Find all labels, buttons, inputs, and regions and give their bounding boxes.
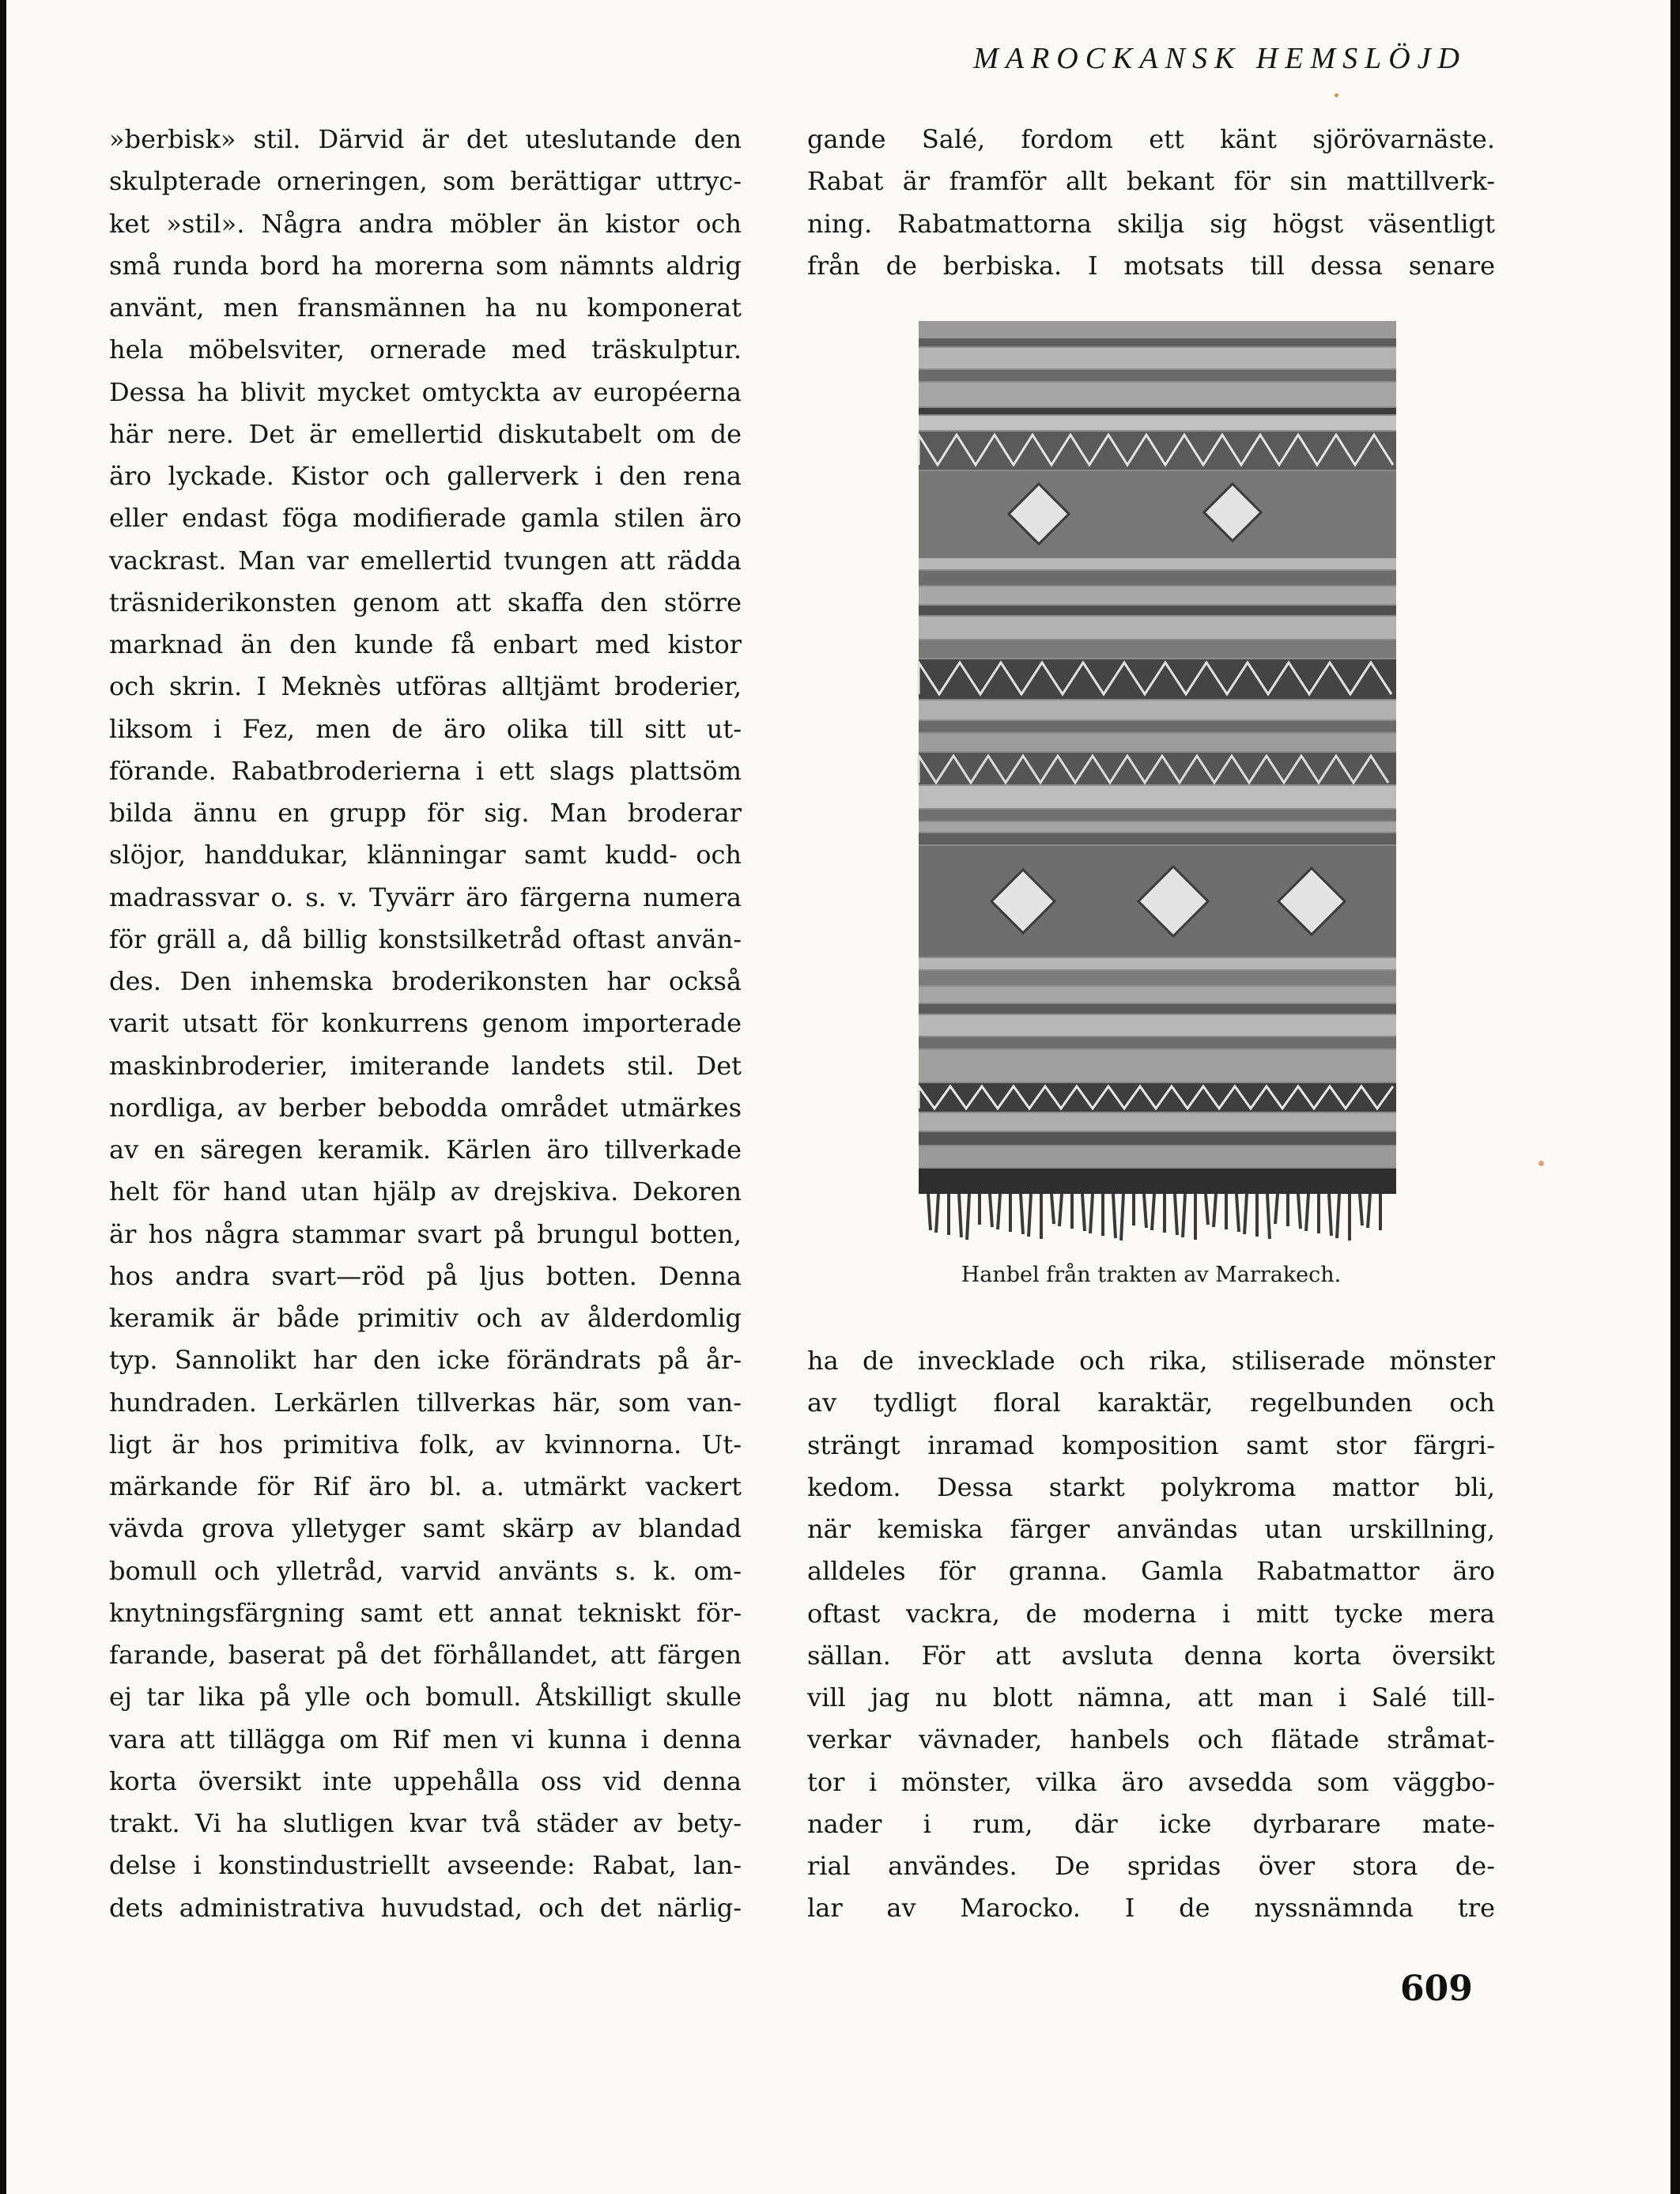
text-line: maskinbroderier, imiterande landets stil. Det — [109, 1050, 742, 1081]
rug-fringe — [1183, 1194, 1185, 1237]
rug-stripe — [919, 1050, 1396, 1082]
text-line: här nere. Det är emellertid diskutabelt om de — [109, 418, 742, 449]
text-line: tor i mönster, vilka äro avsedda som väggbo- — [807, 1766, 1495, 1797]
rug-fringe — [1152, 1194, 1154, 1230]
text-line: sällan. För att avsluta denna korta översikt — [807, 1640, 1495, 1671]
rug-fringe — [959, 1194, 961, 1237]
text-line: när kemiska färger användas utan urskillning, — [807, 1514, 1495, 1544]
paper-speck — [1538, 1161, 1544, 1166]
text-line: Rabat är framför allt bekant för sin mattillverk- — [807, 166, 1495, 197]
rug-stripe — [919, 958, 1396, 969]
rug-stripe — [919, 721, 1396, 732]
rug-stripe — [919, 587, 1396, 604]
text-line: hela möbelsviter, ornerade med träskulptur. — [109, 334, 742, 365]
rug-fringe — [1214, 1194, 1216, 1227]
text-line: och skrin. I Meknès utföras alltjämt broderier, — [109, 671, 742, 702]
text-line: ha de invecklade och rika, stiliserade mönster — [807, 1346, 1495, 1376]
text-line: nordliga, av berber bebodda området utmärkes — [109, 1092, 742, 1123]
text-line: från de berbiska. I motsats till dessa senare — [807, 250, 1495, 281]
text-line: varit utsatt för konkurrens genom importerade — [109, 1008, 742, 1039]
text-line: kedom. Dessa starkt polykroma mattor bli, — [807, 1471, 1495, 1502]
book-page — [6, 0, 1671, 2194]
text-line: verkar vävnader, hanbels och flätade stråmat- — [807, 1724, 1495, 1755]
text-line: strängt inramad komposition samt stor färgri- — [807, 1429, 1495, 1460]
text-line: des. Den inhemska broderikonsten har också — [109, 966, 742, 996]
rug-stripe — [919, 348, 1396, 368]
rug-stripe — [919, 1004, 1396, 1014]
text-line: Dessa ha blivit mycket omtyckta av européerna — [109, 376, 742, 407]
rug-fringe — [936, 1194, 938, 1233]
rug-fringe — [1051, 1194, 1054, 1224]
rug-fringe — [1113, 1194, 1116, 1238]
rug-stripe — [919, 370, 1396, 381]
text-line: små runda bord ha morerna som nämnts aldrig — [109, 250, 742, 281]
page-number: 609 — [1400, 1969, 1473, 2009]
rug-stripe — [919, 408, 1396, 414]
text-line: skulpterade orneringen, som berättigar uttryc- — [109, 166, 742, 197]
text-line: korta översikt inte uppehålla oss vid denna — [109, 1765, 742, 1796]
rug-stripe — [919, 321, 1396, 338]
rug-stripe — [919, 1113, 1396, 1131]
text-line: av en säregen keramik. Kärlen äro tillverkade — [109, 1135, 742, 1165]
rug-stripe — [919, 640, 1396, 658]
rug-stripe — [919, 786, 1396, 808]
rug-stripe — [919, 987, 1396, 1003]
rug-fringe — [1175, 1194, 1177, 1235]
rug-stripe — [919, 558, 1396, 569]
rug-fringe — [1029, 1194, 1031, 1237]
right-text-column-top — [807, 119, 1495, 287]
text-line: trakt. Vi ha slutligen kvar två städer av bety- — [109, 1808, 742, 1838]
rug-stripe — [919, 822, 1396, 832]
rug-illustration — [912, 316, 1403, 1241]
text-line: typ. Sannolikt har den icke förändrats på år- — [109, 1345, 742, 1376]
text-line: nader i rum, där icke dyrbarare mate- — [807, 1808, 1495, 1839]
text-line: liksom i Fez, men de äro olika till sitt ut- — [109, 713, 742, 744]
rug-stripe — [919, 1146, 1396, 1167]
text-line: farande, baserat på det förhållandet, att färgen — [109, 1640, 742, 1670]
rug-fringe — [928, 1194, 931, 1230]
text-line: hundraden. Lerkärlen tillverkas här, som van- — [109, 1387, 742, 1418]
text-line: helt för hand utan hjälp av drejskiva. Dekoren — [109, 1176, 742, 1207]
rug-fringe — [1298, 1194, 1301, 1229]
rug-stripe — [919, 971, 1396, 985]
text-line: delse i konstindustriellt avseende: Rabat, lan- — [109, 1850, 742, 1881]
rug-stripe — [919, 383, 1396, 406]
text-line: madrassvar o. s. v. Tyvärr äro färgerna numera — [109, 882, 742, 912]
text-line: knytningsfärgning samt ett annat tekniskt för- — [109, 1597, 742, 1628]
figure-caption: Hanbel från trakten av Marrakech. — [961, 1263, 1342, 1287]
text-line: ket »stil». Några andra möbler än kistor och — [109, 208, 742, 239]
rug-fringe — [1121, 1194, 1123, 1240]
rug-fringe — [1267, 1194, 1270, 1239]
text-line: alldeles för granna. Gamla Rabatmattor äro — [807, 1556, 1495, 1587]
text-line: dets administrativa huvudstad, och det närlig- — [109, 1892, 742, 1923]
text-line: använt, men fransmännen ha nu komponerat — [109, 293, 742, 323]
rug-stripe — [919, 734, 1396, 751]
rug-fringe — [1337, 1194, 1339, 1238]
text-line: oftast vackra, de moderna i mitt tycke mera — [807, 1598, 1495, 1629]
rug-fringe — [1082, 1194, 1085, 1231]
text-line: är hos några stammar svart på brungul botten, — [109, 1218, 742, 1249]
text-line: hos andra svart—röd på ljus botten. Denna — [109, 1260, 742, 1291]
rug-stripe — [919, 606, 1396, 615]
rug-fringe — [1368, 1194, 1370, 1228]
rug-fringe — [1244, 1194, 1247, 1234]
rug-fringe — [1236, 1194, 1239, 1232]
rug-stripe — [919, 700, 1396, 719]
right-text-column-bottom — [807, 1340, 1495, 1930]
text-line: lar av Marocko. I de nyssnämnda tre — [807, 1893, 1495, 1924]
rug-fringe — [1329, 1194, 1331, 1236]
text-line: för gräll a, då billig konstsilketråd oftast använ- — [109, 923, 742, 954]
rug-fringe — [967, 1194, 969, 1240]
text-line: keramik är både primitiv och av ålderdomlig — [109, 1303, 742, 1333]
running-head: MAROCKANSK HEMSLÖJD — [973, 42, 1467, 75]
paper-speck — [1335, 93, 1338, 97]
rug-stripe — [919, 617, 1396, 639]
text-line: ligt är hos primitiva folk, av kvinnorna. Ut- — [109, 1429, 742, 1460]
rug-stripe — [919, 833, 1396, 844]
text-line: vara att tillägga om Rif men vi kunna i denna — [109, 1724, 742, 1754]
rug-stripe — [919, 1037, 1396, 1048]
rug-fringe — [1306, 1194, 1308, 1231]
text-line: vackrast. Man var emellertid tvungen att rädda — [109, 545, 742, 576]
text-line: bilda ännu en grupp för sig. Man broderar — [109, 798, 742, 828]
rug-fringe — [990, 1194, 992, 1227]
rug-fringe — [1059, 1194, 1062, 1226]
text-line: träsniderikonsten genom att skaffa den större — [109, 587, 742, 617]
rug-fringe — [1275, 1194, 1278, 1224]
rug-stripe — [919, 1015, 1396, 1036]
text-line: vävda grova ylletyger samt skärp av blandad — [109, 1513, 742, 1544]
text-line: slöjor, handdukar, klänningar samt kudd- och — [109, 840, 742, 870]
rug-stripe — [919, 810, 1396, 821]
rug-fringe — [1206, 1194, 1208, 1225]
rug-stripe — [919, 471, 1396, 558]
rug-stripe — [919, 571, 1396, 585]
text-line: marknad än den kunde få enbart med kistor — [109, 629, 742, 659]
text-line: ej tar lika på ylle och bomull. Åtskilligt skulle — [109, 1682, 742, 1713]
text-line: förande. Rabatbroderierna i ett slags plattsöm — [109, 755, 742, 786]
left-text-column — [109, 119, 742, 1929]
rug-fringe — [998, 1194, 1000, 1229]
text-line: eller endast föga modifierade gamla stilen äro — [109, 503, 742, 534]
text-line: märkande för Rif äro bl. a. utmärkt vackert — [109, 1471, 742, 1501]
rug-stripe — [919, 416, 1396, 430]
text-line: ning. Rabatmattorna skilja sig högst väsentligt — [807, 208, 1495, 239]
text-line: av tydligt floral karaktär, regelbunden och — [807, 1388, 1495, 1418]
rug-fringe — [1090, 1194, 1093, 1233]
text-line: »berbisk» stil. Därvid är det uteslutande den — [109, 124, 742, 154]
text-line: bomull och ylletråd, varvid använts s. k. om- — [109, 1555, 742, 1586]
text-line: gande Salé, fordom ett känt sjörövarnäste. — [807, 124, 1495, 154]
text-line: rial användes. De spridas över stora de- — [807, 1851, 1495, 1881]
rug-stripe — [919, 338, 1396, 346]
text-line: vill jag nu blott nämna, att man i Salé till- — [807, 1682, 1495, 1713]
rug-fringe — [1144, 1194, 1146, 1228]
text-line: äro lyckade. Kistor och gallerverk i den rena — [109, 461, 742, 491]
rug-fringe — [1360, 1194, 1362, 1225]
rug-stripe — [919, 1169, 1396, 1194]
rug-fringe — [1021, 1194, 1023, 1234]
rug-stripe — [919, 1132, 1396, 1145]
